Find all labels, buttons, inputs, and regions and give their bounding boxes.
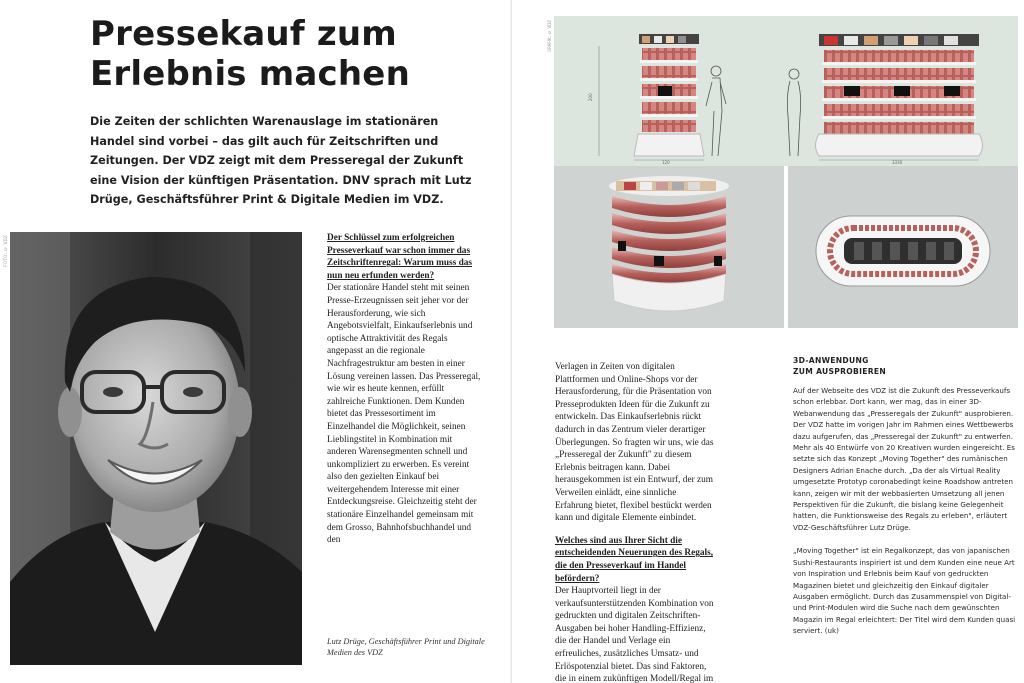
render-height-label: 200 [588, 93, 593, 101]
sidebar-paragraph-1: Auf der Webseite des VDZ ist die Zukunft des Presseverkaufs schon erlebbar. Dort kann, wer mag, das in einer 3D-Webanwendung das „Presseregals der Zukunft" ausprobieren. Der VDZ hatte im vorigen Jahr im Rahmen eines Wettbewerbs dazu aufgerufen, das „Presseregal der Zukunft" zu entwerfen. Mehr als 40 Entwürfe von 20 Kreativen wurden eingereicht. Es setzte sich das Konzept „Moving Together" des rumänischen Designers Adrian Enache durch. „Da der als Virtual Reality umgesetzte Prototyp coronabedingt keine Roadshow antreten kann, zeigen wir mit der webbasierten Umsetzung all jenen Perspektiven für die Zukunft, die bislang keine Gelegenheit hatten, die Funktionsweise des Regals zu erleben", erläutert VDZ-Geschäftsführer Lutz Drüge. [793, 386, 1015, 532]
interview-column-1 [327, 232, 483, 557]
shelf-render-illustration [554, 16, 1018, 328]
sidebar-heading [793, 355, 993, 377]
render-credit: GRAFIK: © VDZ [547, 20, 552, 53]
headline-line-2: Erlebnis machen [90, 54, 410, 94]
photo-caption: Lutz Drüge, Geschäftsführer Print und Digitale Medien des VDZ [327, 637, 485, 657]
lead-paragraph: Die Zeiten der schlichten Warenauslage im stationären Handel sind vorbei – das gilt auch für Zeitschriften und Zeitungen. Der VDZ zeigt mit dem Presseregal der Zukunft eine Vision der künftigen Präsentation. DNV sprach mit Lutz Drüge, Geschäftsführer Print & Digitale Medien im VDZ. [90, 115, 472, 206]
answer-1: Der stationäre Handel steht mit seinen Presse-Erzeugnissen seit jeher vor der Herausforderung, wie sich Angebotsvielfalt, Einkaufserlebnis und optische Attraktivität des Regals angepasst an die regionale Nachfragestruktur am besten in einer Lösung vereinen lassen. Das Presseregal, wie wir es heute kennen, erfüllt zahlreiche Funktionen. Dem Kunden bietet das Pressesortiment im Einzelhandel die Möglichkeit, seinen Lieblingstitel in Kombination mit anderen Warensegmenten schnell und unkompliziert zu erwerben. Es vereint also den gezielten Einkauf bei weitergehendem Interesse mit einer Entdeckungsreise. Gleichzeitig steht der stationäre Einzelhandel gemeinsam mit dem Grosso, Bahnhofsbuchhandel und den [327, 283, 481, 546]
render-width-label-a: 120 [662, 160, 670, 165]
headline-line-1: Pressekauf zum [90, 14, 397, 54]
photo-credit: FOTO: © VDZ [3, 235, 8, 267]
sidebar-heading-line-1: 3D-ANWENDUNG [793, 356, 869, 365]
render-width-label-b: 3330 [892, 160, 903, 165]
column-2-paragraph-1: Verlagen in Zeiten von digitalen Plattformen und Online-Shops vor der Herausforderung, für die Präsentation von Presseprodukten Ideen für die Zukunft zu entwickeln. Das Einkaufserlebnis rückt dadurch in das Zentrum vieler derartiger Überlegungen. So fragten wir uns, wie das „Presseregal der Zukunft" zu diesem Erlebnis beitragen kann. Dabei herausgekommen ist ein Entwurf, der zum Verweilen einlädt, eine sinnliche Erfahrung bietet, flexibel bestückt werden kann und digitale Elemente einbindet. [555, 362, 714, 524]
shelf-renders [554, 16, 1018, 328]
portrait-illustration [10, 232, 302, 665]
interview-column-2 [555, 361, 715, 683]
top-view-shelf [816, 216, 990, 286]
portrait-photo [10, 232, 302, 665]
sidebar-text [793, 385, 1023, 649]
question-2: Welches sind aus Ihrer Sicht die entscheidenden Neuerungen des Regals, die den Presseverkauf im Handel befördern? [555, 535, 714, 584]
headline [90, 14, 490, 94]
question-1: Der Schlüssel zum erfolgreichen Presseverkauf war schon immer das Zeitschriftenregal: Warum muss das nun neu erfunden werden? [327, 233, 473, 281]
sidebar-paragraph-2: „Moving Together" ist ein Regalkonzept, das von japanischen Sushi-Restaurants inspiriert ist und dem Kunden eine neue Art von Inspiration und Erlebnis beim Kauf von gedruckten Magazinen bietet und gleichzeitig den Einkauf digitaler Ausgaben ermöglicht. Durch das Zusammenspiel von Digital- und Print-Modulen wird die Suche nach dem gewünschten Magazin im Regal erleichtert: Der Titel wird dem Kunden quasi serviert. (uk) [793, 546, 1016, 636]
answer-2: Der Hauptvorteil liegt in der verkaufsunterstützenden Kombination von gedruckten und digitalen Zeitschriften-Ausgaben bei hoher Handling-Effizienz, die der Handel und Verlage ein erfreuliches, zusätzliches Umsatz- und Erlöspotenzial bietet. Das sind Faktoren, die in einem zukünftigen Modell/Regal im [555, 586, 714, 683]
sidebar-heading-line-2: ZUM AUSPROBIEREN [793, 367, 887, 376]
